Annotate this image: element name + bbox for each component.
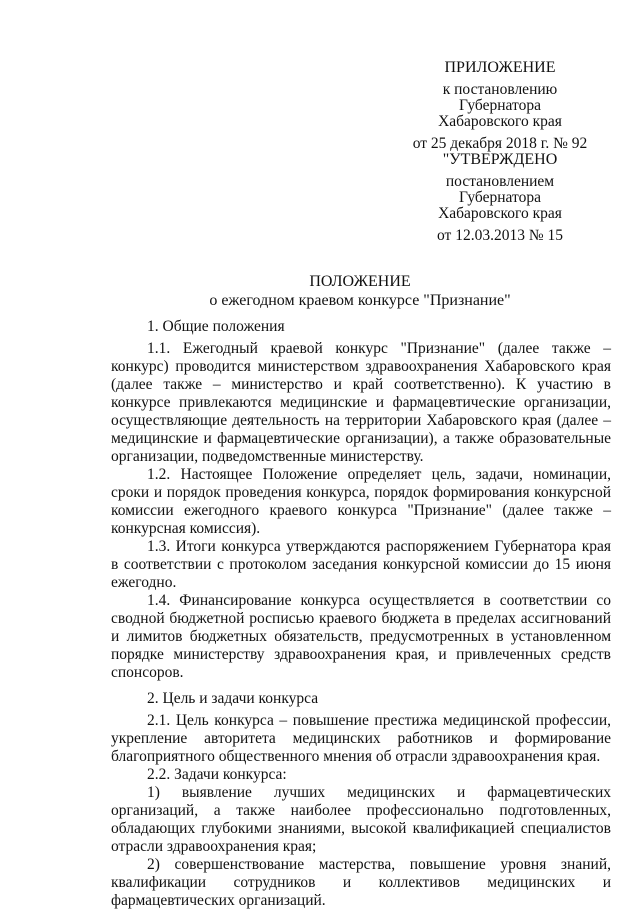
approved-header xyxy=(410,152,590,244)
approved-heading: "УТВЕРЖДЕНО xyxy=(442,151,558,168)
approved-date: от 12.03.2013 № 15 xyxy=(437,227,563,244)
document-title xyxy=(120,272,600,310)
title-subtitle: о ежегодном краевом конкурсе "Признание" xyxy=(209,292,511,309)
appendix-line-3: Хабаровского края xyxy=(438,113,562,130)
approved-line-3: Хабаровского края xyxy=(438,205,562,222)
title-main: ПОЛОЖЕНИЕ xyxy=(309,273,411,290)
paragraph-2-2-2: 2) совершенствование мастерства, повышение уровня знаний, квалификации сотрудников и коллективов медицинских и фармацевтических организаций. xyxy=(111,856,611,909)
appendix-date: от 25 декабря 2018 г. № 92 xyxy=(412,135,588,152)
paragraph-2-2: 2.2. Задачи конкурса: xyxy=(147,766,287,783)
appendix-heading: ПРИЛОЖЕНИЕ xyxy=(444,59,556,76)
paragraph-1-2: 1.2. Настоящее Положение определяет цель, задачи, номинации, сроки и порядок проведения конкурса, порядок формирования конкурсной комиссии ежегодного краевого конкурса "Признание" (далее также – конкурсная комиссия). xyxy=(111,466,611,537)
approved-line-1: постановлением xyxy=(445,173,555,190)
document-body xyxy=(111,318,611,910)
appendix-line-1: к постановлению xyxy=(442,81,558,98)
appendix-line-2: Губернатора xyxy=(459,97,541,114)
paragraph-2-2-1: 1) выявление лучших медицинских и фармацевтических организаций, а также наиболее профессионально подготовленных, обладающих глубокими знаниями, высокой квалификацией специалистов отрасли здравоохранения края; xyxy=(111,784,611,855)
paragraph-1-3: 1.3. Итоги конкурса утверждаются распоряжением Губернатора края в соответствии с протоколом заседания конкурсной комиссии до 15 июня ежегодно. xyxy=(111,538,611,591)
section-heading-2: 2. Цель и задачи конкурса xyxy=(147,690,319,707)
approved-line-2: Губернатора xyxy=(459,189,541,206)
paragraph-1-4: 1.4. Финансирование конкурса осуществляется в соответствии со сводной бюджетной росписью краевого бюджета в пределах ассигнований и лимитов бюджетных обязательств, предусмотренных в установленном порядке министерству здравоохранения края, и привлеченных средств спонсоров. xyxy=(111,592,611,681)
appendix-header xyxy=(400,60,600,152)
paragraph-1-1: 1.1. Ежегодный краевой конкурс "Признание" (далее также – конкурс) проводится министерством здравоохранения Хабаровского края (далее также – министерство и край соответственно). К участию в конкурсе привлекаются медицинские и фармацевтические организации, осуществляющие деятельность на территории Хабаровского края (далее – медицинские и фармацевтические организации), а также образовательные организации, подведомственные министерству. xyxy=(111,340,611,465)
paragraph-2-1: 2.1. Цель конкурса – повышение престижа медицинской профессии, укрепление авторитета медицинских работников и формирование благоприятного общественного мнения об отрасли здравоохранения края. xyxy=(111,712,611,765)
section-heading-1: 1. Общие положения xyxy=(147,318,285,335)
